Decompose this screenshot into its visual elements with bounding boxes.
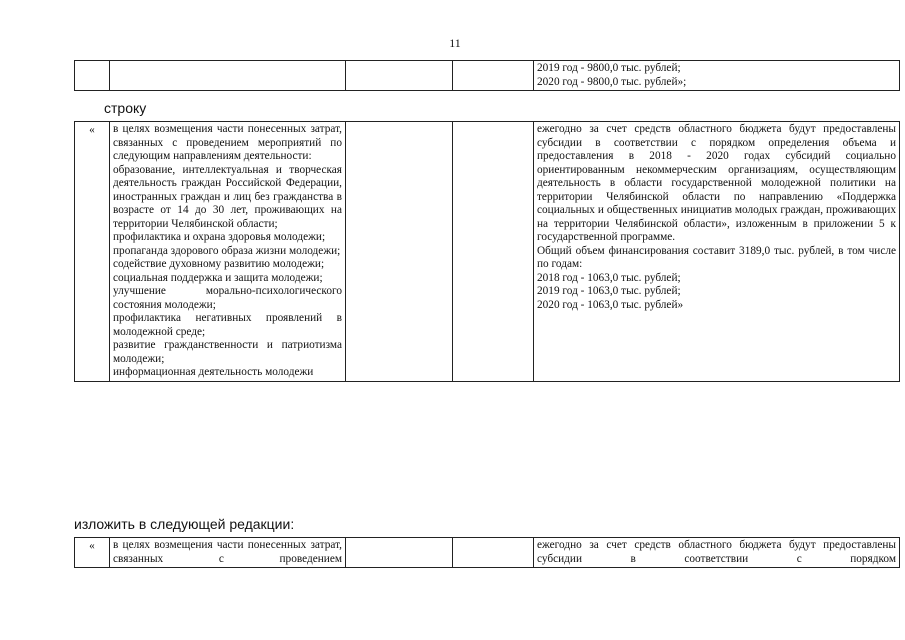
year-line-2019: 2019 год - 1063,0 тыс. рублей;: [537, 285, 681, 297]
direction-item: профилактика негативных проявлений в молодежной среде;: [113, 312, 342, 338]
direction-item: содействие духовному развитию молодежи;: [113, 258, 325, 270]
table-top-fragment: [74, 60, 900, 91]
cell-col5: [534, 61, 900, 91]
cell-col3: [346, 122, 453, 382]
label-stroku: строку: [104, 100, 147, 116]
table-row: [75, 538, 900, 568]
quote-mark: «: [75, 122, 110, 382]
direction-item: улучшение морально-психологического состояния молодежи;: [113, 285, 342, 311]
page-number: 11: [449, 36, 461, 50]
cell-funding: [534, 122, 900, 382]
cell-purpose: в целях возмещения части понесенных затрат, связанных с проведением: [110, 538, 346, 568]
direction-item: пропаганда здорового образа жизни молодежи;: [113, 244, 341, 257]
purpose-intro: в целях возмещения части понесенных затрат, связанных с проведением мероприятий по следующим направлениям деятельности:: [113, 123, 342, 162]
direction-item: образование, интеллектуальная и творческая деятельность граждан Российской Федерации, иностранных граждан и лиц без гражданства в возрасте от 14 до 30 лет, проживающих на территории Челябинской области;: [113, 163, 342, 230]
table-row-original: [74, 121, 900, 382]
funding-description: ежегодно за счет средств областного бюджета будут предоставлены субсидии в соответствии с порядком определения объема и предоставления в 2018 - 2020 годах субсидий социально ориентированным некоммерческим организациям, осуществляющим деятельность в области государственной молодежной политики на территории Челябинской области по направлению «Поддержка социальных и общественных инициатив молодых граждан, проживающих на территории Челябинской области», изложенным в приложении 5 к государственной программе.: [537, 123, 896, 243]
table-row: [75, 122, 900, 382]
cell-col4: [453, 61, 534, 91]
cell-col4: [453, 538, 534, 568]
year-line-2018: 2018 год - 1063,0 тыс. рублей;: [537, 271, 681, 284]
cell-col4: [453, 122, 534, 382]
cell-col3: [346, 538, 453, 568]
year-line-2020: 2020 год - 9800,0 тыс. рублей»;: [537, 75, 687, 88]
label-izlozhit: изложить в следующей редакции:: [74, 516, 295, 532]
funding-total: Общий объем финансирования составит 3189,0 тыс. рублей, в том числе по годам:: [537, 244, 896, 270]
table-row-new: [74, 537, 900, 568]
cell-col2: [110, 61, 346, 91]
year-line-2020: 2020 год - 1063,0 тыс. рублей»: [537, 298, 684, 311]
table-row: [75, 61, 900, 91]
direction-item: профилактика и охрана здоровья молодежи;: [113, 231, 326, 243]
direction-item: социальная поддержка и защита молодежи;: [113, 271, 323, 284]
cell-col3: [346, 61, 453, 91]
direction-item: информационная деятельность молодежи: [113, 366, 314, 378]
cell-funding: ежегодно за счет средств областного бюджета будут предоставлены субсидии в соответствии с порядком: [534, 538, 900, 568]
cell-col1: [75, 61, 110, 91]
cell-purpose: [110, 122, 346, 382]
year-line-2019: 2019 год - 9800,0 тыс. рублей;: [537, 62, 681, 74]
quote-mark: «: [75, 538, 110, 568]
direction-item: развитие гражданственности и патриотизма молодежи;: [113, 339, 342, 365]
